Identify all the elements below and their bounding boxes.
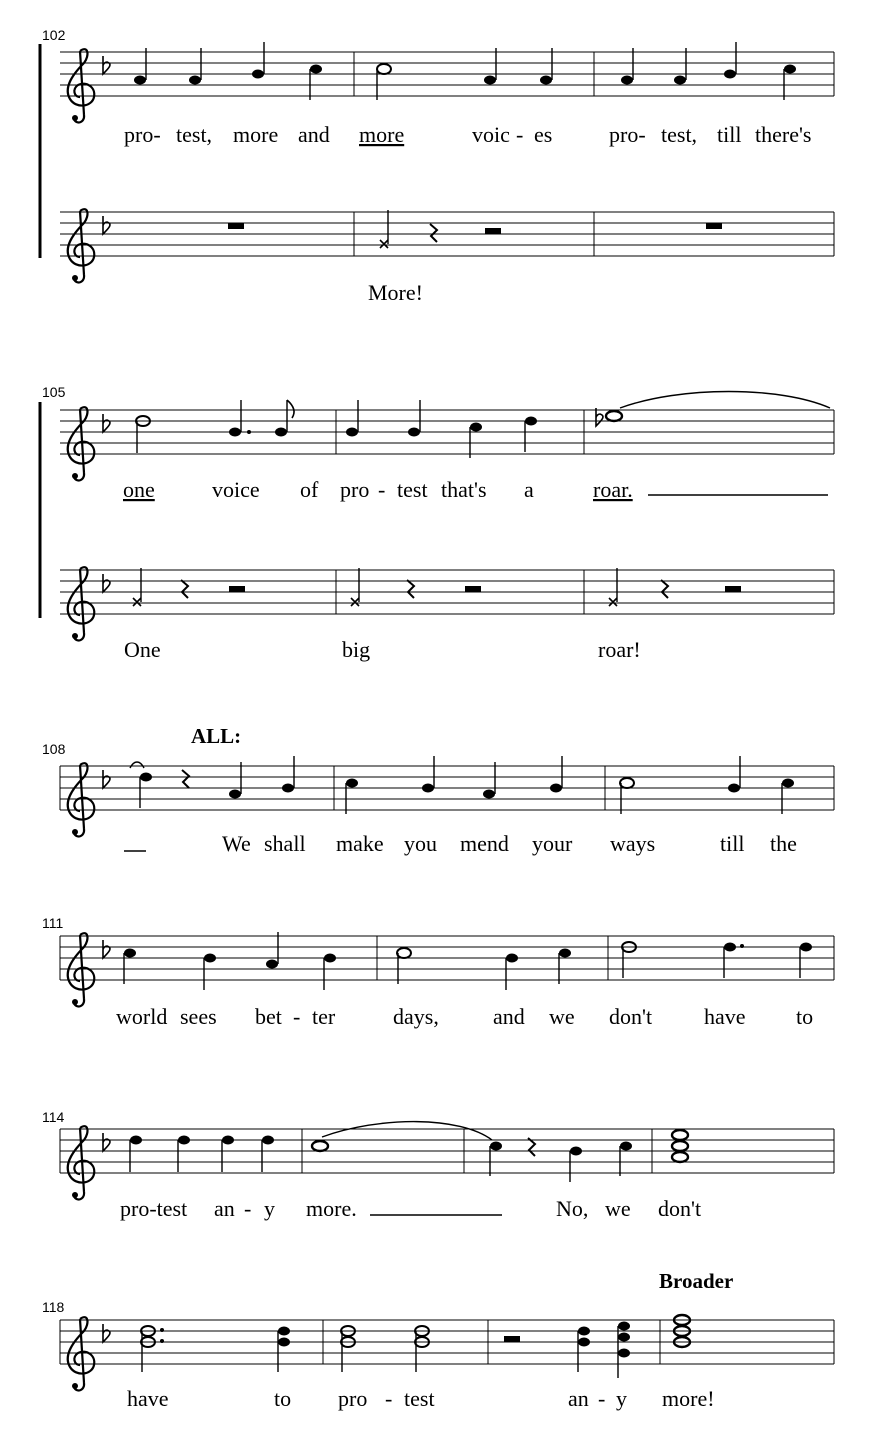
svg-text:more: more — [233, 122, 279, 147]
measure-number: 105 — [42, 384, 66, 400]
svg-text:big: big — [342, 637, 371, 662]
svg-text:don't: don't — [658, 1196, 702, 1221]
svg-text:one: one — [123, 477, 155, 502]
svg-text:till: till — [717, 122, 742, 147]
svg-text:111: 111 — [42, 915, 64, 931]
svg-text:-: - — [385, 1386, 393, 1411]
lyrics-upper — [123, 477, 828, 502]
flat-icon — [103, 56, 110, 74]
system-4 — [42, 915, 834, 1029]
system-1 — [40, 27, 834, 305]
svg-text:days,: days, — [393, 1004, 439, 1029]
svg-text:shall: shall — [264, 831, 306, 856]
svg-text:your: your — [532, 831, 573, 856]
svg-text:and: and — [298, 122, 330, 147]
system-5 — [42, 1109, 834, 1221]
lyrics-upper — [127, 1386, 715, 1411]
svg-text:es: es — [534, 122, 553, 147]
svg-text:test: test — [397, 477, 428, 502]
staff-upper — [60, 932, 834, 1006]
svg-text:there's: there's — [755, 122, 812, 147]
svg-text:make: make — [336, 831, 384, 856]
lyrics-upper — [116, 1004, 813, 1029]
svg-text:-: - — [598, 1386, 606, 1411]
svg-text:voice: voice — [212, 477, 260, 502]
svg-text:we: we — [605, 1196, 631, 1221]
svg-text:y: y — [616, 1386, 627, 1411]
svg-text:that's: that's — [441, 477, 487, 502]
svg-text:114: 114 — [42, 1109, 65, 1125]
svg-text:to: to — [796, 1004, 814, 1029]
svg-text:test: test — [404, 1386, 435, 1411]
svg-text:y: y — [264, 1196, 275, 1221]
svg-text:pro-: pro- — [124, 122, 161, 147]
svg-text:-: - — [293, 1004, 301, 1029]
annotation: Broader — [659, 1269, 734, 1293]
svg-text:we: we — [549, 1004, 575, 1029]
svg-text:have: have — [704, 1004, 746, 1029]
svg-text:ways: ways — [610, 831, 656, 856]
measure-number: 102 — [42, 27, 66, 43]
notes — [134, 42, 796, 100]
svg-text:-: - — [378, 477, 386, 502]
staff-upper — [60, 42, 834, 122]
svg-text:more: more — [359, 122, 405, 147]
svg-text:One: One — [124, 637, 161, 662]
svg-text:test,: test, — [176, 122, 213, 147]
staff-upper — [60, 1122, 834, 1200]
system-6 — [42, 1269, 834, 1411]
svg-text:sees: sees — [180, 1004, 217, 1029]
lyrics-lower — [124, 637, 641, 662]
svg-text:pro: pro — [340, 477, 370, 502]
svg-text:a: a — [524, 477, 534, 502]
svg-text:We: We — [222, 831, 251, 856]
svg-text:No,: No, — [556, 1196, 589, 1221]
svg-text:and: and — [493, 1004, 525, 1029]
system-2 — [40, 384, 834, 662]
svg-text:ter: ter — [312, 1004, 336, 1029]
svg-text:bet: bet — [255, 1004, 282, 1029]
svg-text:pro-: pro- — [609, 122, 646, 147]
svg-text:more!: more! — [662, 1386, 715, 1411]
svg-text:roar.: roar. — [593, 477, 633, 502]
svg-text:-: - — [516, 122, 524, 147]
svg-text:to: to — [274, 1386, 292, 1411]
staff-upper — [60, 1315, 834, 1390]
svg-text:have: have — [127, 1386, 169, 1411]
svg-text:-: - — [244, 1196, 252, 1221]
lyrics-upper — [120, 1196, 701, 1221]
svg-text:more.: more. — [306, 1196, 357, 1221]
staff-lower — [60, 209, 834, 282]
staff-upper — [60, 756, 834, 836]
svg-text:118: 118 — [42, 1299, 65, 1315]
svg-text:pro: pro — [338, 1386, 368, 1411]
svg-text:world: world — [116, 1004, 168, 1029]
svg-text:the: the — [770, 831, 797, 856]
svg-text:More!: More! — [368, 280, 423, 305]
annotation: ALL: — [191, 724, 242, 748]
svg-text:till: till — [720, 831, 745, 856]
svg-text:voic: voic — [472, 122, 510, 147]
staff-lower — [60, 567, 834, 640]
svg-text:of: of — [300, 477, 319, 502]
svg-text:don't: don't — [609, 1004, 653, 1029]
svg-text:an: an — [568, 1386, 589, 1411]
lyrics-upper — [124, 122, 812, 147]
svg-text:108: 108 — [42, 741, 66, 757]
svg-text:an: an — [214, 1196, 235, 1221]
svg-text:you: you — [404, 831, 437, 856]
svg-text:pro-test: pro-test — [120, 1196, 188, 1221]
svg-text:test,: test, — [661, 122, 698, 147]
staff-upper — [60, 392, 834, 481]
treble-clef-icon — [68, 49, 95, 122]
system-3 — [42, 724, 834, 856]
svg-text:roar!: roar! — [598, 637, 641, 662]
lyrics-upper — [124, 831, 797, 856]
svg-text:mend: mend — [460, 831, 509, 856]
lyrics-lower — [368, 280, 423, 305]
